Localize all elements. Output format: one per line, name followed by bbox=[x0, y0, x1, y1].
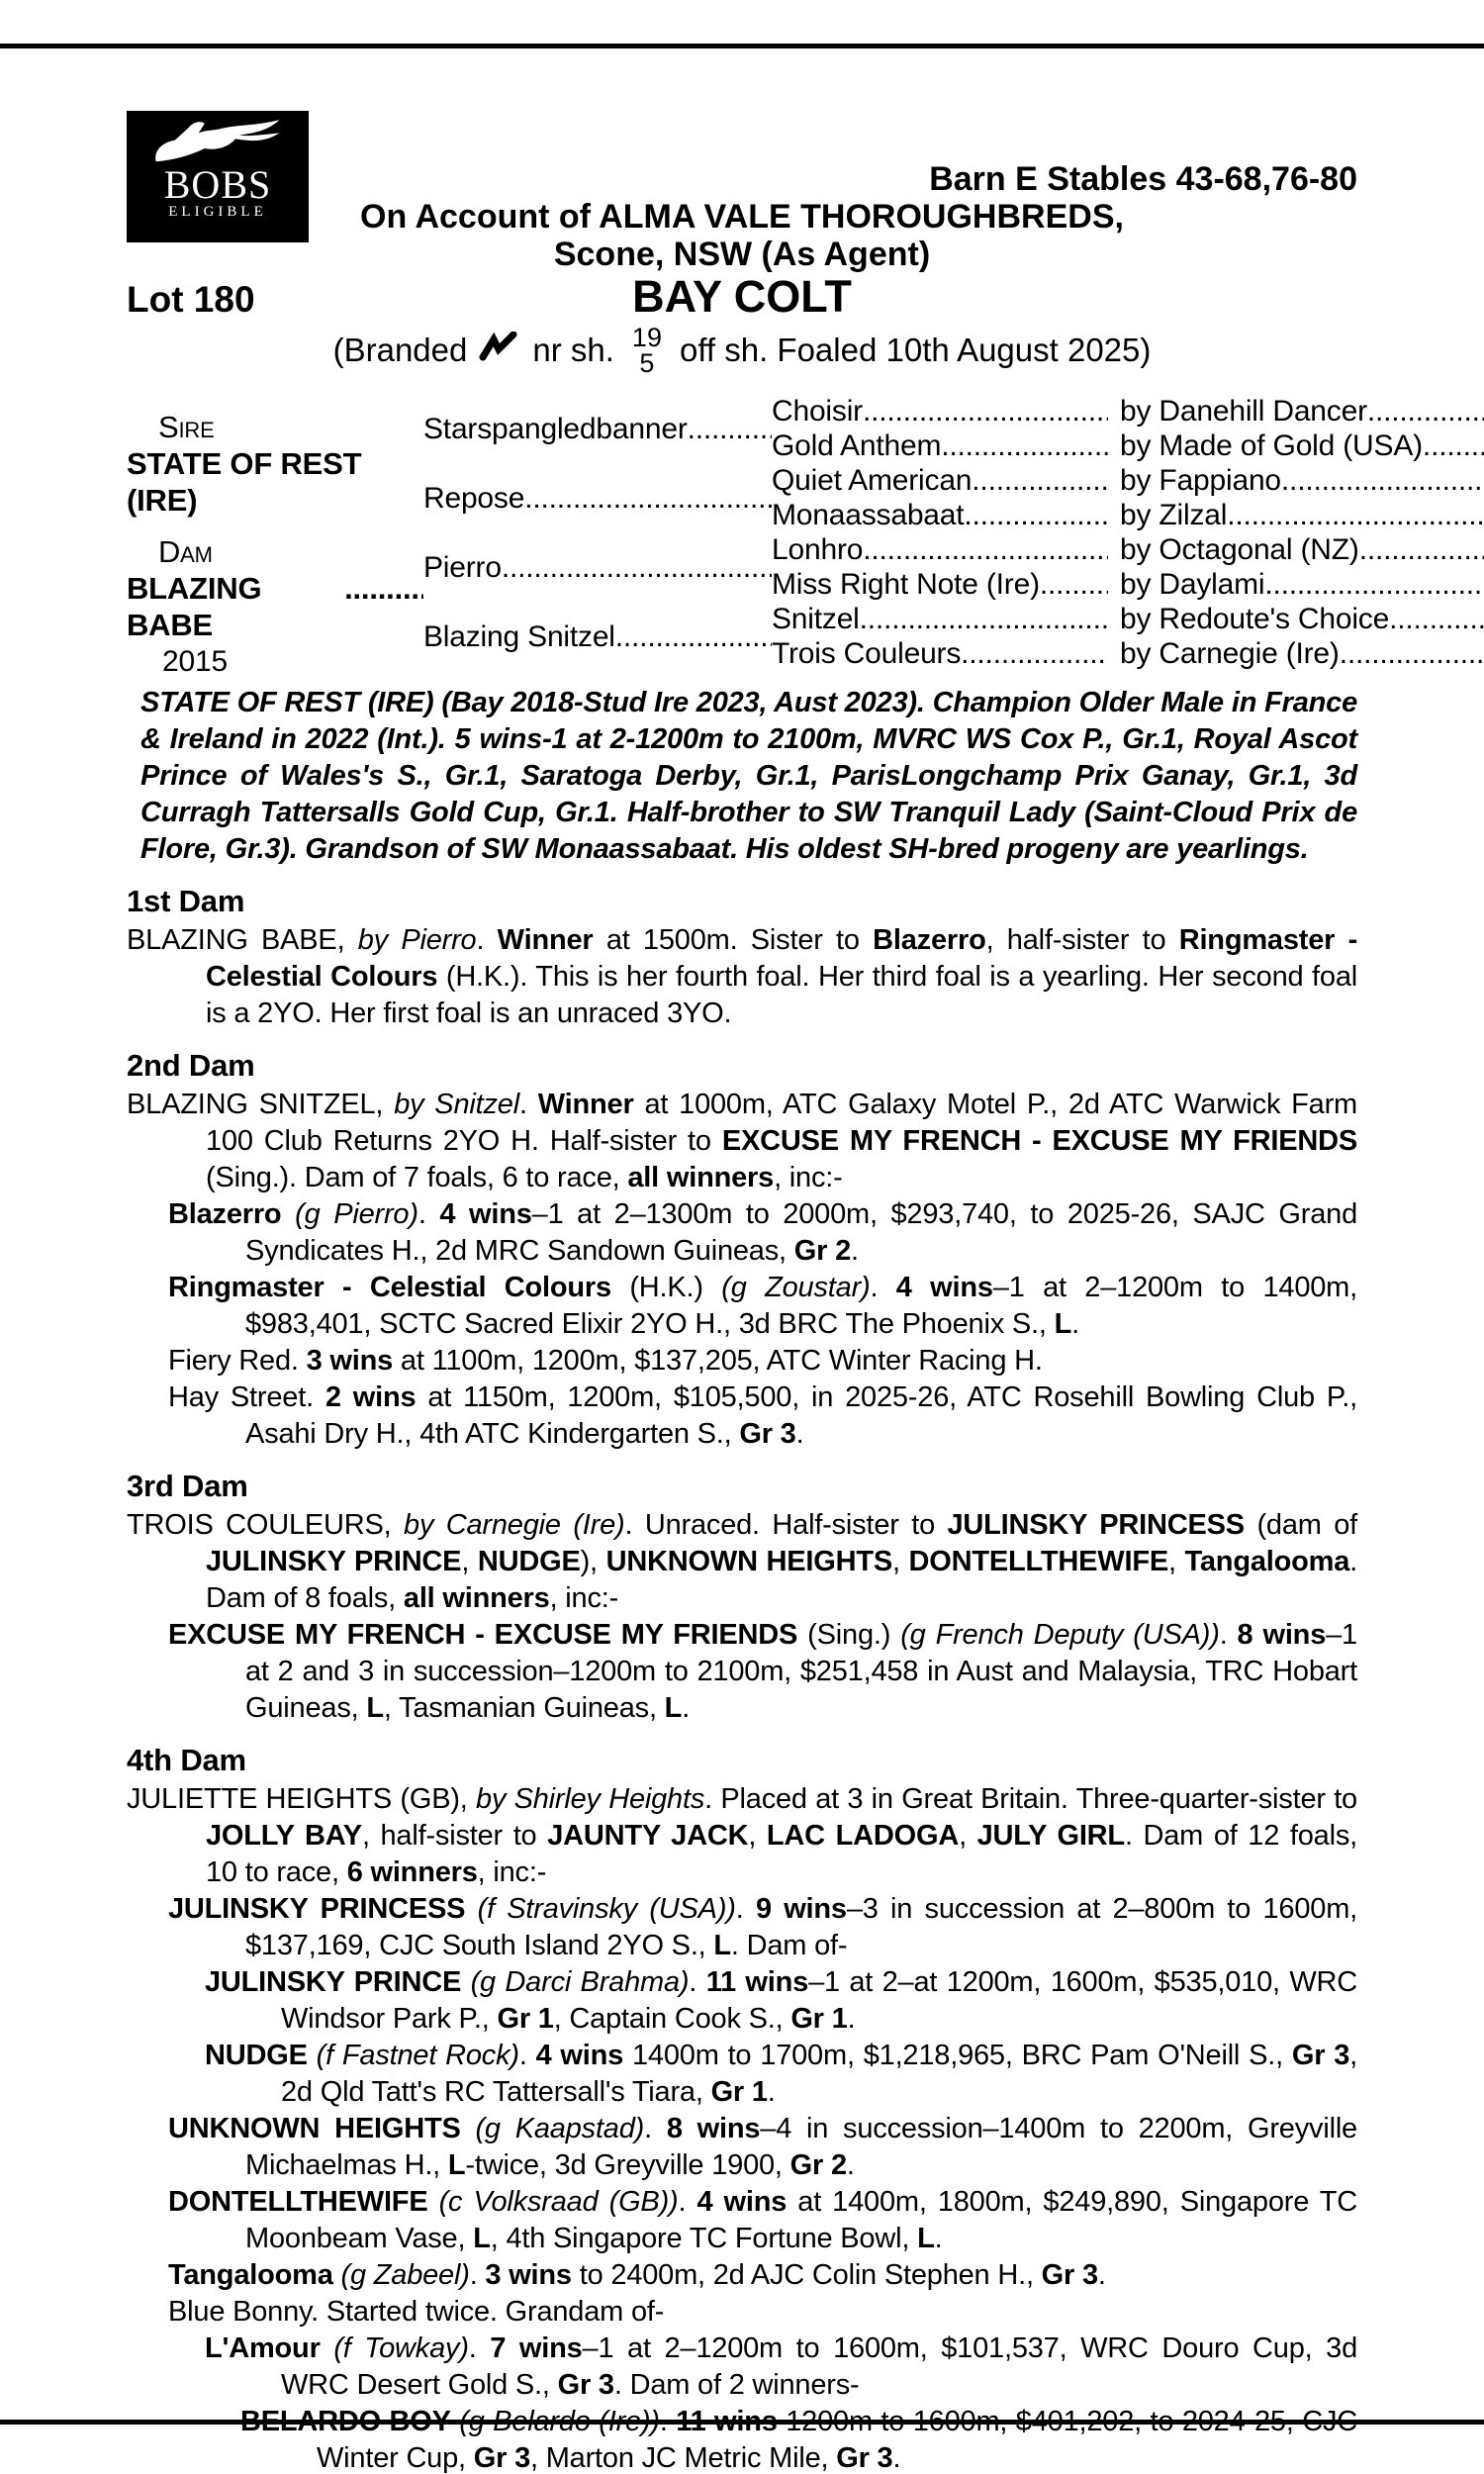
pedigree-entry: JULINSKY PRINCESS (f Stravinsky (USA)). 9 wins–3 in succession at 2–800m to 1600m, $137,169, CJC South Island 2YO S., L. Dam of- bbox=[168, 1893, 1358, 1961]
dam-section-heading: 4th Dam bbox=[127, 1743, 246, 1777]
grandparent-name: Miss Right Note (Ire) ..... bbox=[772, 567, 1108, 602]
vendor-location: Scone, NSW (As Agent) bbox=[553, 236, 931, 273]
grandparent-name: Lonhro ..... bbox=[772, 532, 1108, 567]
parent-name: Repose ..... bbox=[423, 463, 772, 532]
grandparent-sire: by Made of Gold (USA). ..... bbox=[1108, 428, 1484, 463]
branded-prefix: (Branded bbox=[332, 332, 468, 368]
pedigree-entry: Tangalooma (g Zabeel). 3 wins to 2400m, 2d AJC Colin Stephen H., Gr 3. bbox=[168, 2259, 1106, 2291]
grandparent-name: Gold Anthem ..... bbox=[772, 428, 1108, 463]
dam-section-heading: 3rd Dam bbox=[127, 1469, 248, 1503]
dam-label: Dam bbox=[158, 534, 213, 569]
brand-number-top: 19 bbox=[631, 323, 662, 352]
pedigree-table bbox=[127, 394, 1432, 678]
dam-sections bbox=[127, 883, 1357, 2474]
barn-stables-line: Barn E Stables 43-68,76-80 bbox=[929, 160, 1357, 198]
logo-text-bobs: BOBS bbox=[163, 162, 272, 207]
lot-number: Lot 180 bbox=[127, 279, 255, 320]
grandparent-name: Monaassabaat ..... bbox=[772, 498, 1108, 532]
grandparent-name: Snitzel ..... bbox=[772, 602, 1108, 636]
pedigree-entry: Fiery Red. 3 wins at 1100m, 1200m, $137,205, ATC Winter Racing H. bbox=[168, 1345, 1043, 1377]
vendor-name: On Account of ALMA VALE THOROUGHBREDS, bbox=[360, 198, 1124, 236]
parent-name: Pierro ..... bbox=[423, 532, 772, 602]
branded-line bbox=[0, 325, 1484, 376]
dam-section-heading: 2nd Dam bbox=[127, 1048, 255, 1083]
horse-head-icon bbox=[143, 119, 292, 166]
grandparent-sire: by Daylami ..... bbox=[1108, 567, 1484, 602]
pedigree-entry: EXCUSE MY FRENCH - EXCUSE MY FRIENDS (Sing.) (g French Deputy (USA)). 8 wins–1 at 2 and 3 in succession–1200m to 2100m, $251,458 in Aust and Malaysia, TRC Hobart Guineas, L, Tasmanian Guineas, L. bbox=[168, 1619, 1357, 1724]
branded-mid: nr sh. bbox=[532, 332, 614, 368]
pedigree-entry: Ringmaster - Celestial Colours (H.K.) (g Zoustar). 4 wins–1 at 2–1200m to 1400m, $983,401, SCTC Sacred Elixir 2YO H., 3d BRC The Phoenix S., L. bbox=[168, 1272, 1357, 1340]
grandparent-sire: by Octagonal (NZ) ..... bbox=[1108, 532, 1484, 567]
brand-number bbox=[632, 325, 662, 376]
parent-name: Starspangledbanner ..... bbox=[423, 394, 772, 463]
pedigree-entry: L'Amour (f Towkay). 7 wins–1 at 2–1200m to 1600m, $101,537, WRC Douro Cup, 3d WRC Desert Gold S., Gr 3. Dam of 2 winners- bbox=[205, 2332, 1358, 2401]
dam-section-heading: 1st Dam bbox=[127, 884, 245, 918]
grandparent-sire: by Danehill Dancer ..... bbox=[1108, 394, 1484, 428]
pedigree-entry: Blazerro (g Pierro). 4 wins–1 at 2–1300m to 2000m, $293,740, to 2025-26, SAJC Grand Syndicates H., 2d MRC Sandown Guineas, Gr 2. bbox=[168, 1198, 1358, 1267]
parent-name: Blazing Snitzel ..... bbox=[423, 602, 772, 671]
pedigree-entry: JULIETTE HEIGHTS (GB), by Shirley Heights. Placed at 3 in Great Britain. Three-quarter-sister to JOLLY BAY, half-sister to JAUNTY JACK, LAC LADOGA, JULY GIRL. Dam of 12 foals, 10 to race, 6 winners, inc:- bbox=[127, 1783, 1357, 1888]
pedigree-entry: NUDGE (f Fastnet Rock). 4 wins 1400m to 1700m, $1,218,965, BRC Pam O'Neill S., Gr 3, 2d Qld Tatt's RC Tattersall's Tiara, Gr 1. bbox=[205, 2040, 1357, 2108]
branded-suffix: off sh. Foaled 10th August 2025) bbox=[679, 332, 1152, 368]
grandparent-sire: by Fappiano ..... bbox=[1108, 463, 1484, 498]
pedigree-entry: Blue Bonny. Started twice. Grandam of- bbox=[168, 2296, 665, 2328]
pedigree-entry: BELARDO BOY (g Belardo (Ire)). 11 wins 1200m to 1600m, $401,202, to 2024-25, CJC Winter Cup, Gr 3, Marton JC Metric Mile, Gr 3. bbox=[240, 2406, 1358, 2474]
pedigree-entry: Hay Street. 2 wins at 1150m, 1200m, $105,500, in 2025-26, ATC Rosehill Bowling Club P., Asahi Dry H., 4th ATC Kindergarten S., Gr 3. bbox=[168, 1381, 1357, 1450]
pedigree-entry: UNKNOWN HEIGHTS (g Kaapstad). 8 wins–4 in succession–1400m to 2200m, Greyville Michaelmas H., L-twice, 3d Greyville 1900, Gr 2. bbox=[168, 2113, 1357, 2181]
pedigree-entry: JULINSKY PRINCE (g Darci Brahma). 11 wins–1 at 2–at 1200m, 1600m, $535,010, WRC Windsor Park P., Gr 1, Captain Cook S., Gr 1. bbox=[205, 1966, 1358, 2035]
brand-mark-icon bbox=[479, 332, 520, 369]
page-title: BAY COLT bbox=[632, 271, 852, 322]
dam-name: BLAZING BABE ..... bbox=[127, 570, 423, 643]
pedigree-entry: BLAZING BABE, by Pierro. Winner at 1500m. Sister to Blazerro, half-sister to Ringmaster - Celestial Colours (H.K.). This is her fourth foal. Her third foal is a yearling. Her second foal is a 2YO. Her first foal is an unraced 3YO. bbox=[127, 924, 1358, 1029]
pedigree-entry: TROIS COULEURS, by Carnegie (Ire). Unraced. Half-sister to JULINSKY PRINCESS (dam of JULINSKY PRINCE, NUDGE), UNKNOWN HEIGHTS, DONTELLTHEWIFE, Tangalooma. Dam of 8 foals, all winners, inc:- bbox=[127, 1509, 1358, 1614]
sire-blurb: STATE OF REST (IRE) (Bay 2018-Stud Ire 2023, Aust 2023). Champion Older Male in France & Ireland in 2022 (Int.). 5 wins-1 at 2-1200m to 2100m, MVRC WS Cox P., Gr.1, Royal Ascot Prince of Wales's S., Gr.1, Saratoga Derby, Gr.1, ParisLongchamp Prix Ganay, Gr.1, 3d Curragh Tattersalls Gold Cup, Gr.1. Half-brother to SW Tranquil Lady (Saint-Cloud Prix de Flore, Gr.3). Grandson of SW Monaassabaat. His oldest SH-bred progeny are yearlings. bbox=[140, 687, 1357, 865]
sire-name: STATE OF REST (IRE) bbox=[127, 445, 362, 518]
grandparent-sire: by Carnegie (Ire) ..... bbox=[1108, 636, 1484, 671]
sire-cell bbox=[127, 394, 423, 532]
dam-year: 2015 bbox=[162, 645, 228, 678]
sire-label: Sire bbox=[158, 409, 215, 444]
grandparent-name: Choisir ..... bbox=[772, 394, 1108, 428]
catalogue-content bbox=[127, 394, 1432, 2474]
brand-number-bottom: 5 bbox=[639, 348, 655, 378]
vendor-account bbox=[0, 198, 1484, 273]
top-rule bbox=[0, 44, 1484, 48]
pedigree-entry: DONTELLTHEWIFE (c Volksraad (GB)). 4 wins at 1400m, 1800m, $249,890, Singapore TC Moonbeam Vase, L, 4th Singapore TC Fortune Bowl, L. bbox=[168, 2186, 1357, 2254]
dam-cell bbox=[127, 532, 423, 678]
grandparent-name: Quiet American ..... bbox=[772, 463, 1108, 498]
grandparent-name: Trois Couleurs ..... bbox=[772, 636, 1108, 671]
logo-text-eligible: ELIGIBLE bbox=[168, 204, 267, 220]
grandparent-sire: by Zilzal ..... bbox=[1108, 498, 1484, 532]
grandparent-sire: by Redoute's Choice ..... bbox=[1108, 602, 1484, 636]
pedigree-entry: BLAZING SNITZEL, by Snitzel. Winner at 1000m, ATC Galaxy Motel P., 2d ATC Warwick Farm 100 Club Returns 2YO H. Half-sister to EXCUSE MY FRENCH - EXCUSE MY FRIENDS (Sing.). Dam of 7 foals, 6 to race, all winners, inc:- bbox=[127, 1089, 1358, 1193]
